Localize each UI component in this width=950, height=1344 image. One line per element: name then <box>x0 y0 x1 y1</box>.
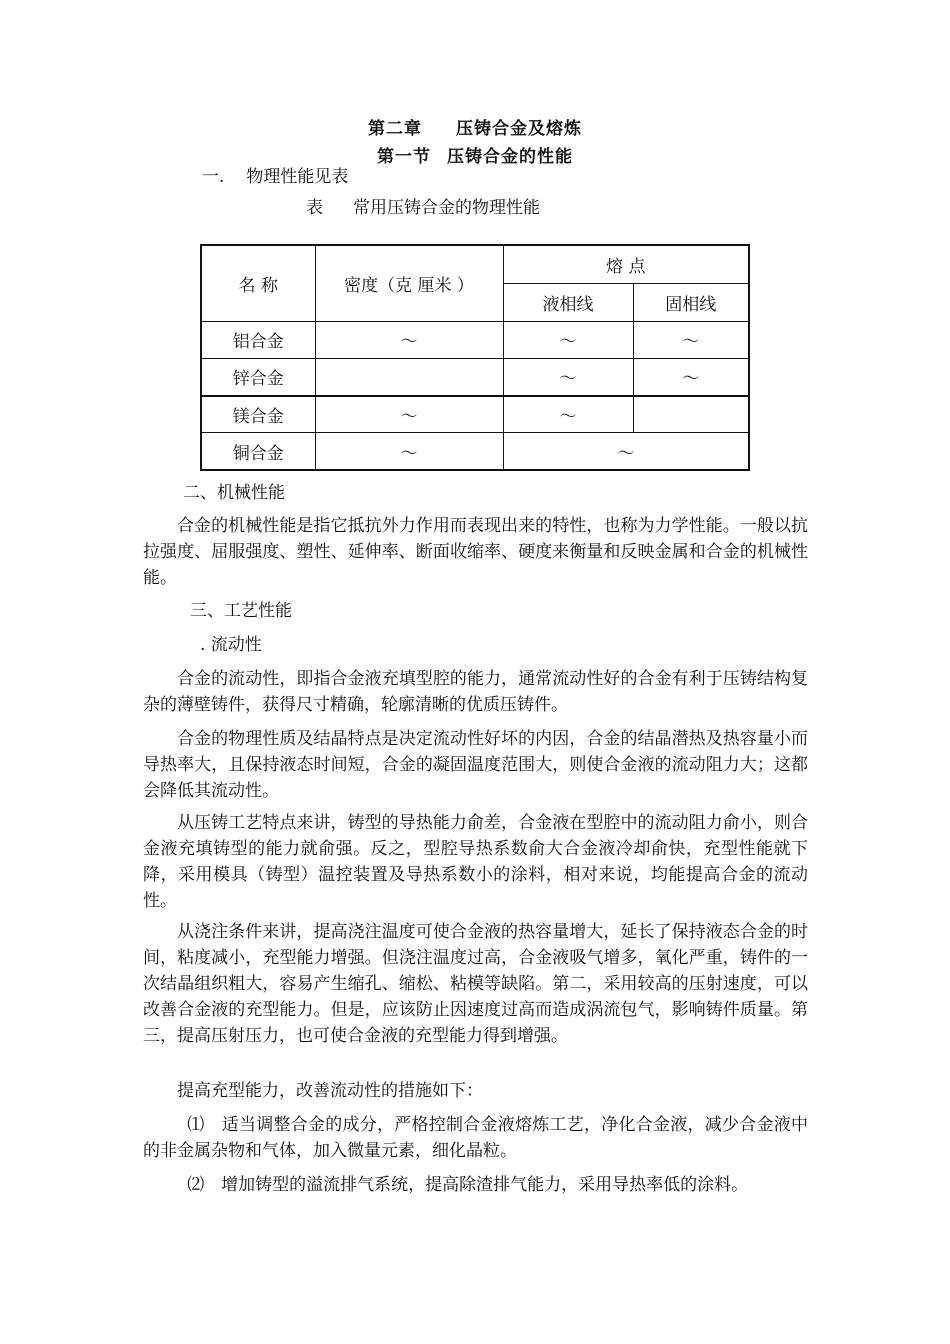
list-item: ⑵ 增加铸型的溢流排气系统，提高除渣排气能力，采用导热率低的涂料。 <box>187 1175 749 1195</box>
row-liquidus: ～ <box>503 358 633 395</box>
table-header-row <box>201 245 749 283</box>
paragraph: 提高充型能力，改善流动性的措施如下： <box>177 1081 483 1101</box>
chapter-title: 第二章 压铸合金及熔炼 <box>368 119 582 139</box>
table-row <box>201 396 749 433</box>
paragraph: 合金的流动性，即指合金液充填型腔的能力，通常流动性好的合金有利于压铸结构复杂的薄壁铸件，获得尺寸精确，轮廓清晰的优质压铸件。 <box>143 669 808 715</box>
row-name: 镁合金 <box>201 396 315 433</box>
row-liquidus: ～ <box>503 396 633 433</box>
header-solidus: 固相线 <box>633 283 749 321</box>
subsection-process: 三、工艺性能 <box>190 601 292 621</box>
row-density: ～ <box>315 433 503 470</box>
row-density: ～ <box>315 321 503 358</box>
header-liquidus: 液相线 <box>503 283 633 321</box>
row-solidus <box>633 396 749 433</box>
physical-properties-table <box>200 244 750 471</box>
row-solidus: ～ <box>633 321 749 358</box>
row-melting-merged: ～ <box>503 433 749 470</box>
table-row <box>201 358 749 395</box>
row-name: 铝合金 <box>201 321 315 358</box>
header-name: 名 称 <box>201 245 315 321</box>
list-item: ⑴ 适当调整合金的成分，严格控制合金液熔炼工艺，净化合金液，减少合金液中的非金属杂物和气体，加入微量元素，细化晶粒。 <box>143 1115 808 1161</box>
section-title: 第一节 压铸合金的性能 <box>377 147 573 167</box>
mechanical-paragraph: 合金的机械性能是指它抵抗外力作用而表现出来的特性，也称为力学性能。一般以抗拉强度、屈服强度、塑性、延伸率、断面收缩率、硬度来衡量和反映金属和合金的机械性能。 <box>143 516 808 588</box>
row-name: 铜合金 <box>201 433 315 470</box>
paragraph: 合金的物理性质及结晶特点是决定流动性好坏的内因，合金的结晶潜热及热容量小而导热率大，且保持液态时间短，合金的凝固温度范围大，则使合金液的流动阻力大；这都会降低其流动性。 <box>143 729 808 801</box>
subsection-physical: 一. 物理性能见表 <box>202 167 349 187</box>
table-row <box>201 321 749 358</box>
header-melting-point: 熔 点 <box>503 245 749 283</box>
subsection-mechanical: 二、机械性能 <box>183 483 285 503</box>
row-solidus: ～ <box>633 358 749 395</box>
paragraph: 从压铸工艺特点来讲，铸型的导热能力俞差，合金液在型腔中的流动阻力俞小，则合金液充填铸型的能力就俞强。反之，型腔导热系数俞大合金液冷却俞快，充型性能就下降，采用模具（铸型）温控装置及导热系数小的涂料，相对来说，均能提高合金的流动性。 <box>143 813 808 911</box>
row-liquidus: ～ <box>503 321 633 358</box>
paragraph: 从浇注条件来讲，提高浇注温度可使合金液的热容量增大，延长了保持液态合金的时间，粘度减小，充型能力增强。但浇注温度过高，合金液吸气增多，氧化严重，铸件的一次结晶组织粗大，容易产生缩孔、缩松、粘模等缺陷。第二，采用较高的压射速度，可以改善合金液的充型能力。但是，应该防止因速度过高而造成涡流包气，影响铸件质量。第三，提高压射压力，也可使合金液的充型能力得到增强。 <box>143 922 808 1046</box>
row-name: 锌合金 <box>201 358 315 395</box>
table-row <box>201 433 749 470</box>
fluidity-heading: . 流动性 <box>200 635 262 655</box>
header-density: 密度（克 厘米 ） <box>315 245 503 321</box>
row-density: ～ <box>315 396 503 433</box>
table-caption: 表 常用压铸合金的物理性能 <box>306 198 540 218</box>
row-density <box>315 358 503 395</box>
